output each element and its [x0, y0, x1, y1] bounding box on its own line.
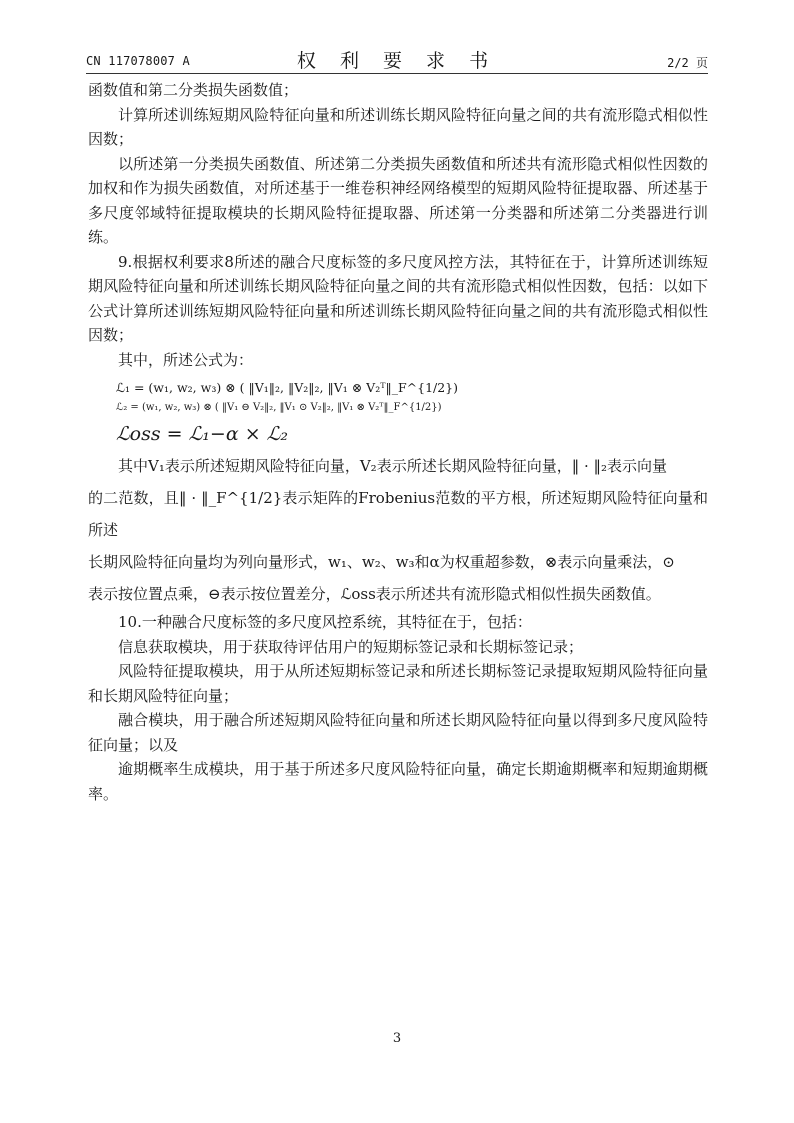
document-number: CN 117078007 A	[86, 54, 190, 68]
claim-10-module: 融合模块，用于融合所述短期风险特征向量和所述长期风险特征向量以得到多尺度风险特征向量；以及	[88, 711, 708, 754]
description-line: 其中V₁表示所述短期风险特征向量，V₂表示所述长期风险特征向量，‖ · ‖₂表示向量	[118, 457, 668, 475]
claim-10-module: 信息获取模块，用于获取待评估用户的短期标签记录和长期标签记录；	[118, 637, 584, 656]
header-rule	[86, 73, 708, 74]
page-number: 3	[392, 1031, 402, 1046]
description-line: 的二范数，且‖ · ‖_F^{1/2}表示矩阵的Frobenius范数的平方根，所述短期风险特征向量和所述	[88, 489, 708, 539]
formula-intro: 其中，所述公式为：	[118, 350, 254, 369]
formula-l2: ℒ₂ = (w₁, w₂, w₃) ⊗ ( ‖V₁ ⊖ V₂‖₂, ‖V₁ ⊙ V₂‖₂, ‖V₁ ⊗ V₂ᵀ‖_F^{1/2})	[116, 402, 442, 413]
description-line: 表示按位置点乘，⊖表示按位置差分，ℒoss表示所述共有流形隐式相似性损失函数值。	[88, 585, 661, 603]
page-label: 2/2 页	[667, 56, 708, 70]
page-header	[86, 46, 708, 72]
formula-description	[88, 450, 708, 610]
paragraph-similarity-step: 计算所述训练短期风险特征向量和所述训练长期风险特征向量之间的共有流形隐式相似性因数；	[88, 105, 708, 148]
paragraph-training-step: 以所述第一分类损失函数值、所述第二分类损失函数值和所述共有流形隐式相似性因数的加权和作为损失函数值，对所述基于一维卷积神经网络模型的短期风险特征提取器、所述基于多尺度邻域特征提取模块的长期风险特征提取器、所述第一分类器和所述第二分类器进行训练。	[88, 154, 708, 246]
description-line: 长期风险特征向量均为列向量形式，w₁、w₂、w₃和α为权重超参数，⊗表示向量乘法，⊙	[88, 553, 675, 571]
claim-9: 9.根据权利要求8所述的融合尺度标签的多尺度风控方法，其特征在于，计算所述训练短期风险特征向量和所述训练长期风险特征向量之间的共有流形隐式相似性因数，包括：以如下公式计算所述训练短期风险特征向量和所述训练长期风险特征向量之间的共有流形隐式相似性因数；	[88, 252, 708, 344]
formula-loss: ℒoss = ℒ₁−α × ℒ₂	[116, 423, 288, 445]
claims-body	[88, 78, 708, 806]
claim-10-module: 风险特征提取模块，用于从所述短期标签记录和所述长期标签记录提取短期风险特征向量和长期风险特征向量；	[88, 662, 708, 705]
claim-10-module: 逾期概率生成模块，用于基于所述多尺度风险特征向量，确定长期逾期概率和短期逾期概率。	[88, 760, 708, 803]
claim-10-intro: 10.一种融合尺度标签的多尺度风控系统，其特征在于，包括：	[118, 613, 532, 631]
formula-l1: ℒ₁ = (w₁, w₂, w₃) ⊗ ( ‖V₁‖₂, ‖V₂‖₂, ‖V₁ ⊗ V₂ᵀ‖_F^{1/2})	[116, 380, 459, 395]
paragraph-continuation: 函数值和第二分类损失函数值；	[88, 81, 299, 99]
document-title: 权 利 要 求 书	[296, 50, 498, 72]
